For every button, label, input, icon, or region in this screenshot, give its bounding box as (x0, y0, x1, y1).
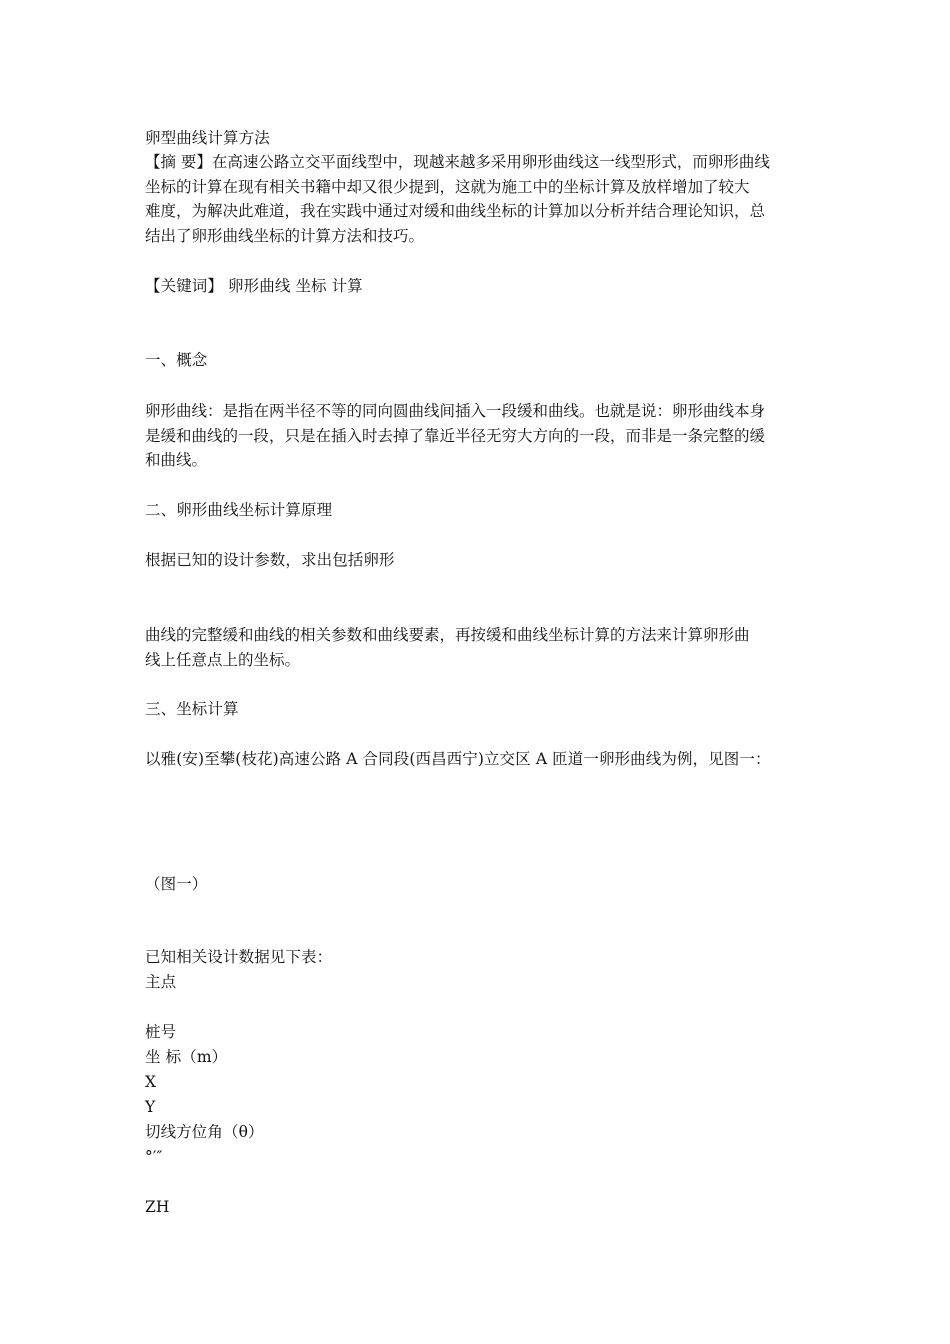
keywords: 【关键词】 卵形曲线 坐标 计算 (145, 277, 363, 295)
table-row-zh: ZH (145, 1198, 170, 1216)
section-2-paragraph (145, 623, 817, 672)
abstract-line-4: 结出了卵形曲线坐标的计算方法和技巧。 (145, 226, 425, 245)
table-header-x: X (145, 1073, 157, 1091)
table-header-y: Y (145, 1098, 156, 1116)
section-2-line-1: 根据已知的设计参数，求出包括卵形 (145, 551, 395, 569)
section-2-line-3: 线上任意点上的坐标。 (145, 650, 301, 669)
section-2-line-2: 曲线的完整缓和曲线的相关参数和曲线要素，再按缓和曲线坐标计算的方法来计算卵形曲 (145, 626, 750, 644)
section-1-line-1: 卵形曲线：是指在两半径不等的同向圆曲线间插入一段缓和曲线。也就是说：卵形曲线本身 (145, 402, 766, 420)
abstract-line-3: 难度，为解决此难道，我在实践中通过对缓和曲线坐标的计算加以分析并结合理论知识，总 (145, 202, 766, 220)
section-3-line-1: 以雅(安)至攀(枝花)高速公路 A 合同段(西昌西宁)立交区 A 匝道一卵形曲线为例，见图一： (145, 750, 771, 768)
abstract-line-1: 【摘 要】在高速公路立交平面线型中，现越来越多采用卵形曲线这一线型形式，而卵形曲线 (145, 153, 770, 171)
section-1-heading: 一、概念 (145, 351, 208, 369)
table-header-station: 桩号 (145, 1023, 177, 1041)
abstract-paragraph (145, 150, 817, 248)
table-header-units: °′″ (145, 1148, 163, 1166)
table-intro: 已知相关设计数据见下表： (145, 948, 333, 966)
document-title: 卵型曲线计算方法 (145, 129, 270, 147)
figure-caption: （图一） (145, 875, 208, 893)
table-header-bearing: 切线方位角（θ） (145, 1123, 264, 1141)
section-1-line-3: 和曲线。 (145, 451, 208, 469)
table-header-coord: 坐 标（m） (145, 1048, 228, 1066)
section-1-line-2: 是缓和曲线的一段，只是在插入时去掉了靠近半径无穷大方向的一段，而非是一条完整的缓 (145, 426, 766, 445)
section-1-paragraph (145, 399, 817, 473)
section-2-heading: 二、卵形曲线坐标计算原理 (145, 501, 333, 519)
abstract-line-2: 坐标的计算在现有相关书籍中却又很少提到，这就为施工中的坐标计算及放样增加了较大 (145, 177, 750, 196)
table-header-main-point: 主点 (145, 973, 177, 991)
section-3-heading: 三、坐标计算 (145, 700, 239, 718)
